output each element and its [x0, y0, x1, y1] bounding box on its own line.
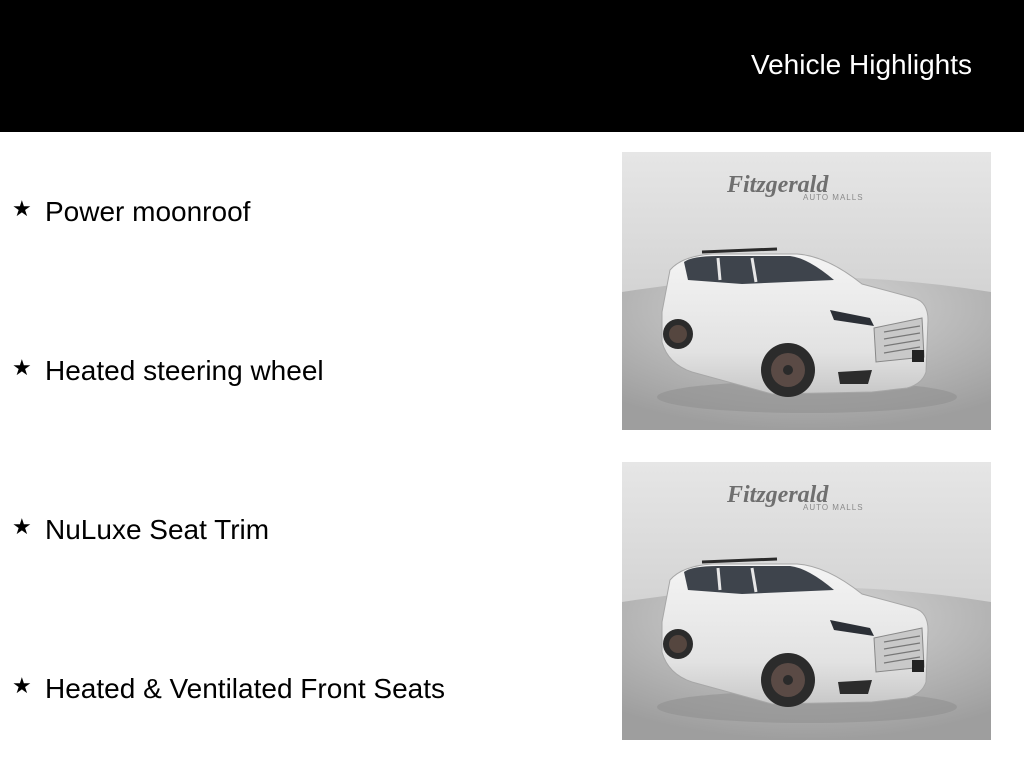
page-title: Vehicle Highlights [750, 49, 972, 80]
header-bar [0, 0, 1024, 132]
star-icon: ★ [12, 673, 32, 698]
star-icon: ★ [12, 196, 32, 221]
feature-label: Heated & Ventilated Front Seats [45, 673, 446, 704]
star-icon: ★ [12, 514, 32, 539]
vehicle-photo [622, 152, 991, 430]
svg-text:Fitzgerald: Fitzgerald [727, 482, 829, 508]
feature-label: Power moonroof [45, 196, 251, 227]
svg-text:AUTO MALLS: AUTO MALLS [803, 503, 864, 512]
svg-text:AUTO MALLS: AUTO MALLS [803, 193, 864, 202]
star-icon: ★ [12, 355, 32, 380]
svg-text:Fitzgerald: Fitzgerald [727, 172, 829, 198]
feature-item [12, 512, 269, 548]
feature-label: Heated steering wheel [45, 355, 324, 386]
feature-item [12, 353, 324, 389]
vehicle-photo [622, 462, 991, 740]
feature-item [12, 671, 445, 707]
feature-item [12, 194, 250, 230]
feature-label: NuLuxe Seat Trim [45, 514, 270, 545]
